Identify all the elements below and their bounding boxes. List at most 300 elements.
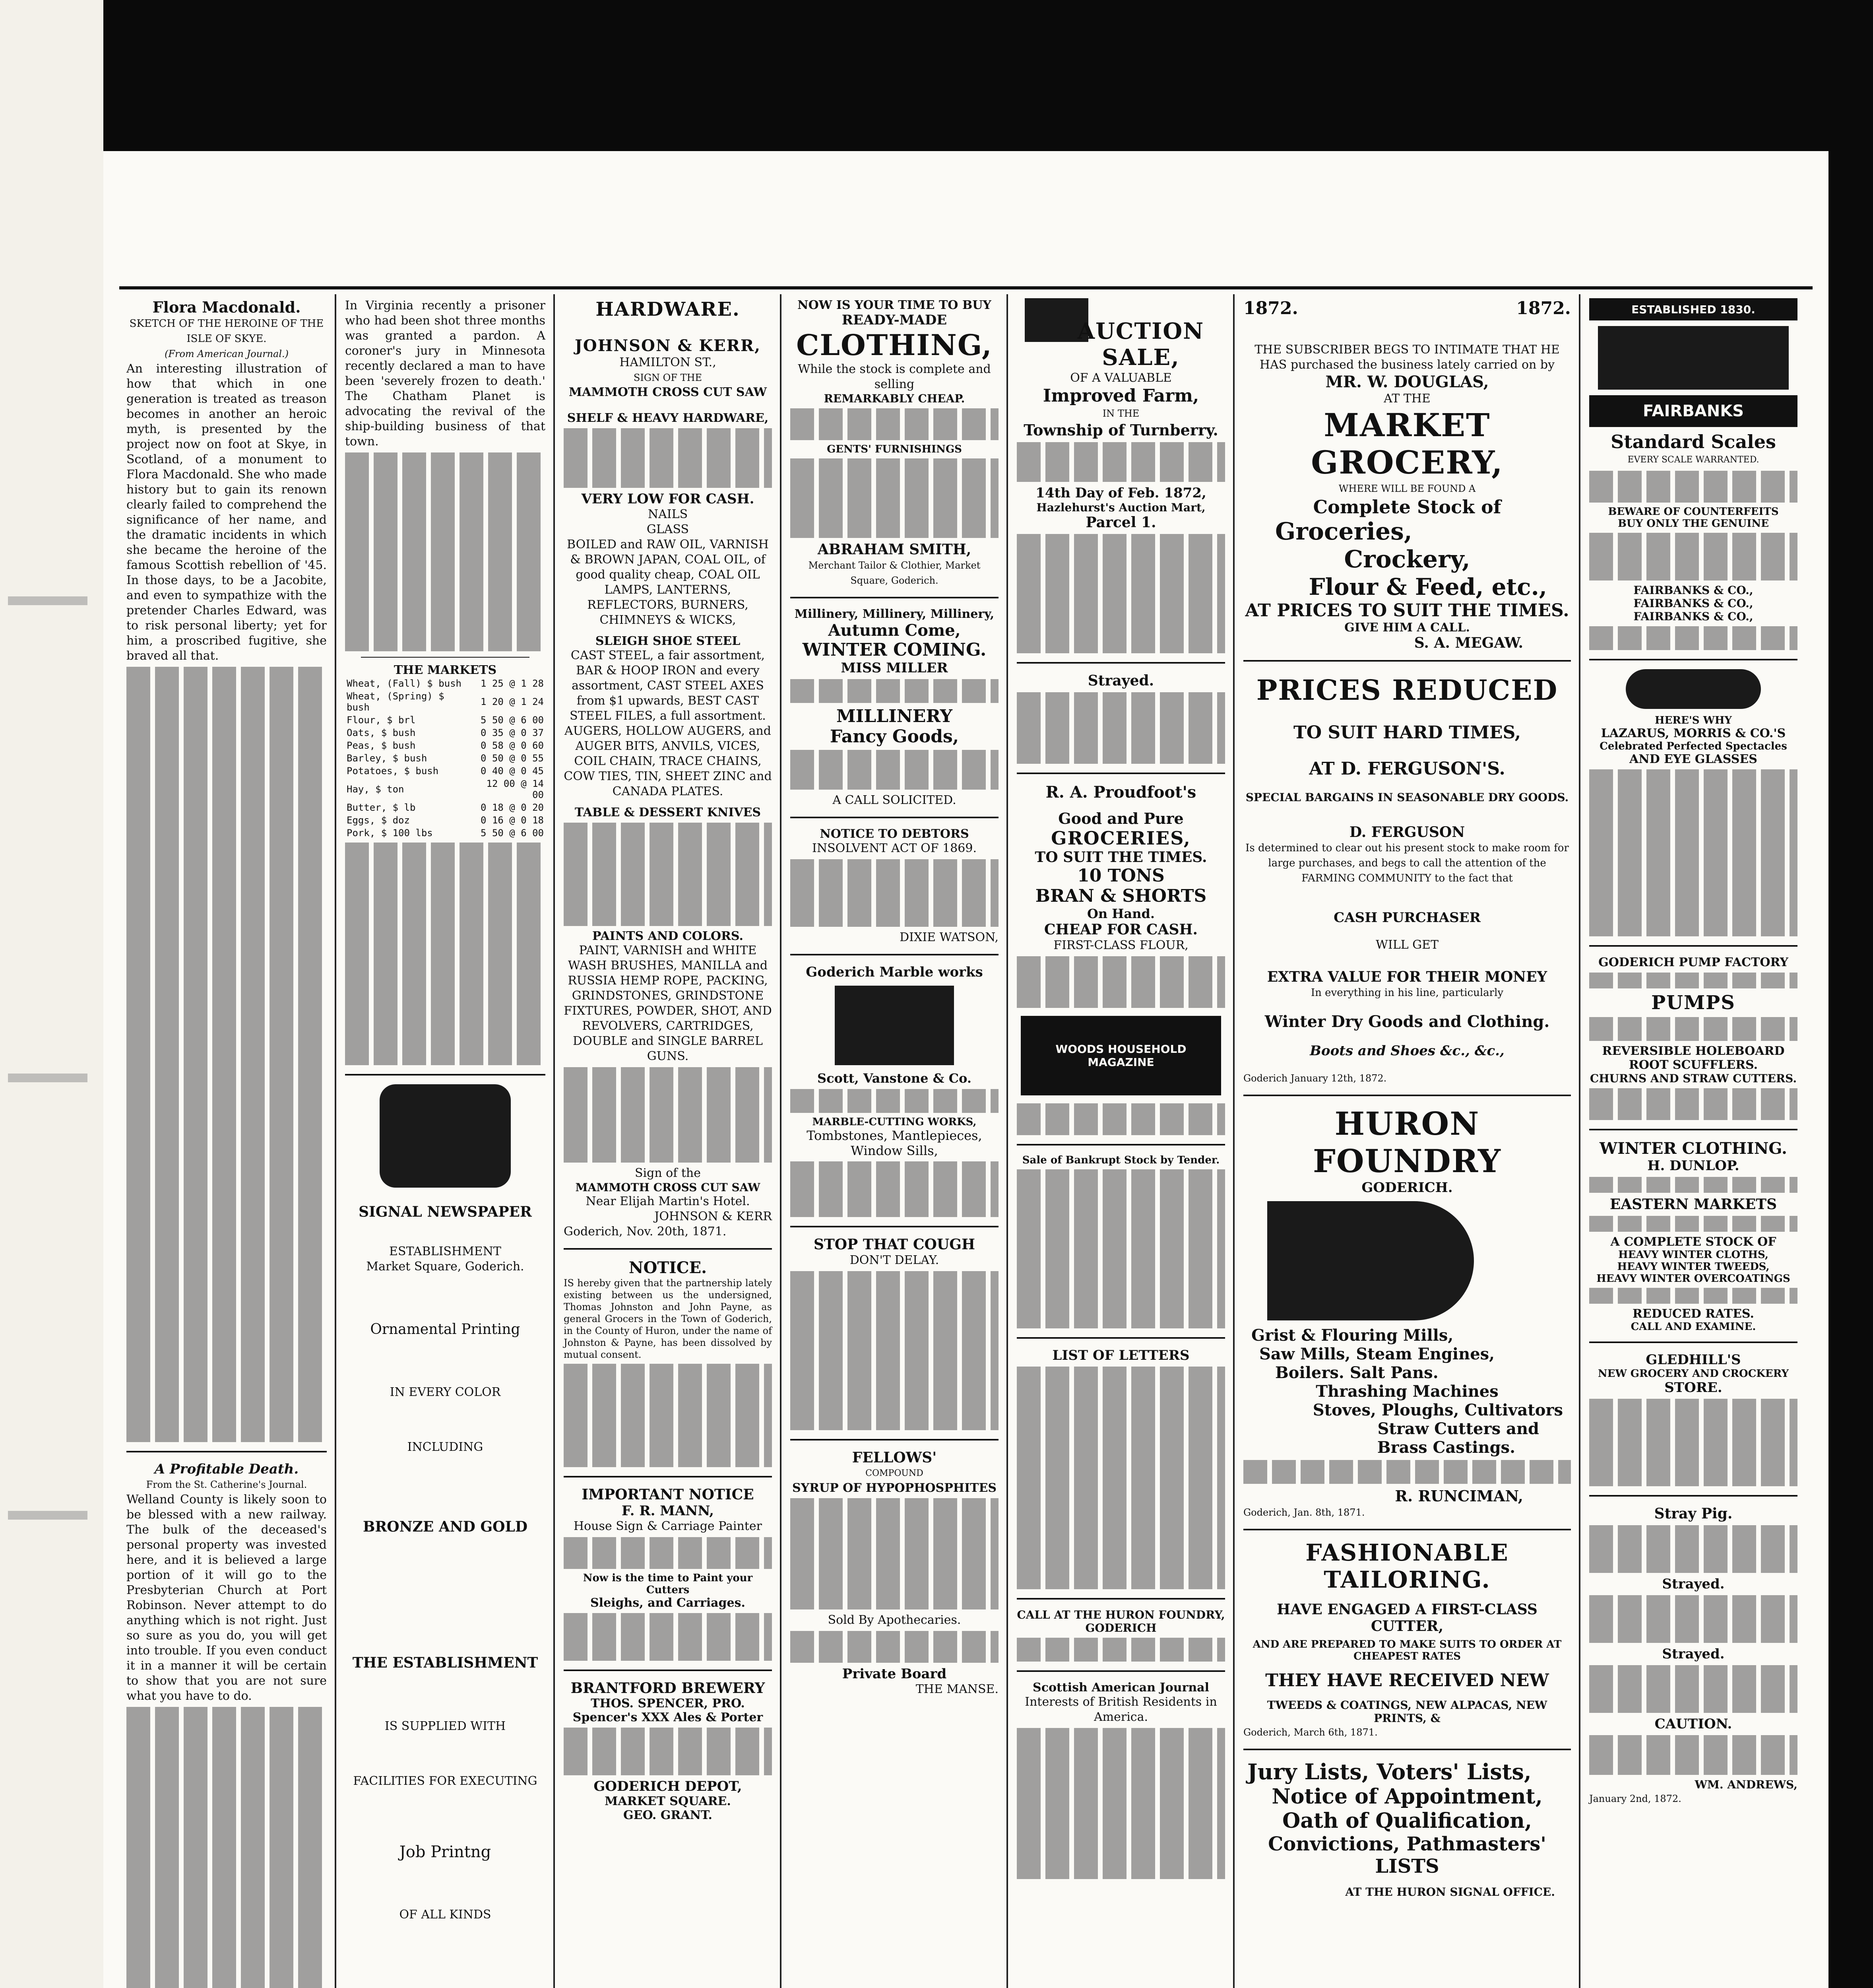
fairbanks-co-1: FAIRBANKS & CO., xyxy=(1633,584,1753,597)
ad-text xyxy=(1589,1216,1797,1232)
standard-scales: Standard Scales xyxy=(1611,431,1776,452)
on-hand: On Hand. xyxy=(1087,906,1155,921)
ad-text xyxy=(1589,1665,1797,1713)
ad-text xyxy=(564,823,772,926)
nails: NAILS xyxy=(648,507,688,521)
supplied-with: IS SUPPLIED WITH xyxy=(384,1719,506,1733)
ad-text xyxy=(1589,1017,1797,1041)
market-value: 0 18 @ 0 20 xyxy=(481,802,544,813)
signal-location: Market Square, Goderich. xyxy=(366,1260,524,1274)
text-fragment xyxy=(8,596,87,605)
signal-establishment: ESTABLISHMENT xyxy=(389,1244,501,1258)
british-residents: Interests of British Residents in America. xyxy=(1025,1695,1217,1724)
of-a-valuable: OF A VALUABLE xyxy=(1070,371,1172,385)
market-row xyxy=(345,814,545,827)
ready-made: READY-MADE xyxy=(841,312,947,328)
near-hotel: Near Elijah Martin's Hotel. xyxy=(586,1194,750,1208)
d-ferguson: D. FERGUSON xyxy=(1349,824,1465,841)
article-title: A Profitable Death. xyxy=(154,1461,299,1477)
market-item: Butter, $ lb xyxy=(347,802,416,813)
beware-counterfeits: BEWARE OF COUNTERFEITS xyxy=(1608,506,1779,518)
market-row xyxy=(345,726,545,739)
stop-that-cough: STOP THAT COUGH xyxy=(813,1236,975,1253)
dixie-watson: DIXIE WATSON, xyxy=(900,930,999,944)
groceries: GROCERIES, xyxy=(1051,827,1191,849)
ad-text xyxy=(1589,626,1797,650)
separator xyxy=(1017,1337,1225,1339)
newspaper-page xyxy=(103,151,1828,1988)
vanstone-co: Scott, Vanstone & Co. xyxy=(817,1071,971,1086)
tweeds-coatings: TWEEDS & COATINGS, NEW ALPACAS, NEW PRINTS, & xyxy=(1267,1699,1547,1725)
notice-text xyxy=(790,859,999,927)
paint-cutters: Now is the time to Paint your Cutters xyxy=(583,1572,753,1596)
scottish-american: Scottish American Journal xyxy=(1033,1681,1209,1695)
ad-text xyxy=(790,458,999,538)
private-board: Private Board xyxy=(842,1666,947,1682)
hardware-heading: HARDWARE. xyxy=(595,298,740,320)
market-item: Wheat, (Spring) $ bush xyxy=(347,691,444,713)
ad-date: Goderich, Nov. 20th, 1871. xyxy=(564,1225,727,1239)
foundry-goderich: GODERICH. xyxy=(1361,1180,1453,1196)
ad-text xyxy=(1589,1088,1797,1120)
market-value: 1 20 @ 1 24 xyxy=(481,696,544,707)
market-value: 0 50 @ 0 55 xyxy=(481,753,544,764)
separator xyxy=(1017,1144,1225,1145)
straw-cutters: Straw Cutters and xyxy=(1377,1419,1539,1438)
buy-genuine: BUY ONLY THE GENUINE xyxy=(1618,518,1769,530)
winter-dry-goods: Winter Dry Goods and Clothing. xyxy=(1264,1012,1550,1031)
column-rule xyxy=(780,294,781,1988)
gledhills: GLEDHILL'S xyxy=(1646,1352,1741,1368)
oath-qualification: Oath of Qualification, xyxy=(1282,1809,1532,1833)
market-item: Hay, $ ton xyxy=(347,784,404,795)
fairbanks-banner: FAIRBANKS xyxy=(1589,395,1797,427)
root-scufflers: ROOT SCUFFLERS. xyxy=(1629,1058,1758,1072)
crockery-line: Crockery, xyxy=(1344,546,1470,573)
in-the: IN THE xyxy=(1102,408,1140,419)
news-continued-text xyxy=(345,452,545,651)
sign-of-the: SIGN OF THE xyxy=(633,372,702,383)
special-bargains: SPECIAL BARGAINS IN SEASONABLE DRY GOODS. xyxy=(1245,791,1569,804)
reduced-rates: REDUCED RATES. xyxy=(1633,1307,1754,1321)
separator xyxy=(564,1248,772,1250)
oil-list: BOILED and RAW OIL, VARNISH & BROWN JAPAN, COAL OIL, of good quality cheap, COAL OIL LAMPS, LANTERNS, REFLECTORS, BURNERS, CHIMNEYS & WICKS, xyxy=(567,538,769,627)
store: STORE. xyxy=(1664,1380,1722,1396)
fairbanks-co-3: FAIRBANKS & CO., xyxy=(1633,610,1753,623)
market-value: 1 25 @ 1 28 xyxy=(481,678,544,689)
printing-press-illustration xyxy=(380,1084,511,1188)
every-color: IN EVERY COLOR xyxy=(390,1385,501,1399)
compound: COMPOUND xyxy=(865,1468,923,1478)
ad-text xyxy=(564,1067,772,1163)
complete-stock-of: A COMPLETE STOCK OF xyxy=(1610,1235,1776,1249)
markets-title: THE MARKETS xyxy=(394,663,497,677)
notice-heading: NOTICE. xyxy=(628,1258,707,1277)
ad-text xyxy=(1017,1728,1225,1879)
proudfoot: R. A. Proudfoot's xyxy=(1045,783,1196,802)
ad-text xyxy=(1589,769,1797,936)
separator xyxy=(1017,773,1225,774)
ad-text xyxy=(564,428,772,488)
list-of-letters: LIST OF LETTERS xyxy=(1052,1347,1190,1363)
insolvent-act: INSOLVENT ACT OF 1869. xyxy=(812,841,977,855)
article-source: (From American Journal.) xyxy=(164,348,289,359)
ad-text xyxy=(564,1728,772,1775)
separator xyxy=(564,1476,772,1477)
very-low: VERY LOW FOR CASH. xyxy=(581,491,754,507)
article-source: From the St. Catherine's Journal. xyxy=(146,1479,307,1490)
notice-body: IS hereby given that the partnership lately existing between us the undersigned, Thomas Johnston and John Payne, as general Grocers in the Town of Goderich, in the County of Huron, under the name of Johnston & Payne, has been dissolved by mutual consent. xyxy=(564,1277,772,1360)
eye-glasses: AND EYE GLASSES xyxy=(1629,752,1757,766)
steel-list: CAST STEEL, a fair assortment, BAR & HOOP IRON and every assortment, CAST STEEL AXES from $1 upwards, BEST CAST STEEL FILES, a full assortment. AUGERS, HOLLOW AUGERS, and AUGER BITS, ANVILS, VICES, COIL CHAIN, TRACE CHAINS, COW TIES, TIN, SHEET ZINC and CANADA PLATES. xyxy=(564,648,772,798)
separator xyxy=(1017,662,1225,664)
give-call: GIVE HIM A CALL. xyxy=(1344,621,1470,635)
spectacles-illustration xyxy=(1626,669,1761,709)
at-the: AT THE xyxy=(1384,392,1431,406)
ad-text xyxy=(790,679,999,703)
year-left: 1872. xyxy=(1243,298,1298,318)
separator xyxy=(1589,1342,1797,1343)
column-rule xyxy=(1233,294,1235,1988)
text-fragment xyxy=(8,1074,87,1082)
woods-magazine-cut: WOODS HOUSEHOLD MAGAZINE xyxy=(1021,1016,1221,1095)
column-6 xyxy=(1236,294,1578,1988)
millinery: MILLINERY xyxy=(836,706,953,726)
market-value: 0 40 @ 0 45 xyxy=(481,765,544,777)
market-grocery: MARKET GROCERY, xyxy=(1311,406,1503,481)
fellows: FELLOWS' xyxy=(852,1449,937,1466)
heavy-tweeds: HEAVY WINTER TWEEDS, xyxy=(1617,1261,1770,1273)
column-4 xyxy=(783,294,1006,1988)
column-7 xyxy=(1582,294,1805,1988)
market-item: Potatoes, $ bush xyxy=(347,765,439,777)
fancy-goods: Fancy Goods, xyxy=(830,726,959,747)
received-new: THEY HAVE RECEIVED NEW xyxy=(1265,1670,1549,1691)
market-item: Barley, $ bush xyxy=(347,753,427,764)
column-rule xyxy=(1579,294,1580,1988)
wm-andrews: WM. ANDREWS, xyxy=(1695,1778,1797,1791)
marble-cutting: MARBLE-CUTTING WORKS, xyxy=(812,1116,977,1128)
ornamental-printing: Ornamental Printing xyxy=(370,1321,520,1338)
fashionable-tailoring: FASHIONABLE TAILORING. xyxy=(1305,1539,1509,1593)
smith-desc: Merchant Tailor & Clothier, Market Square, Goderich. xyxy=(808,560,981,586)
call-at-foundry: CALL AT THE HURON FOUNDRY, GODERICH xyxy=(1017,1608,1225,1635)
mammoth-saw: MAMMOTH CROSS CUT SAW xyxy=(568,385,767,399)
boilers: Boilers. Salt Pans. xyxy=(1275,1363,1439,1382)
heavy-cloths: HEAVY WINTER CLOTHS, xyxy=(1618,1249,1768,1261)
market-row xyxy=(345,739,545,752)
ad-text xyxy=(564,1613,772,1661)
market-square: MARKET SQUARE. xyxy=(605,1794,731,1808)
every-scale: EVERY SCALE WARRANTED. xyxy=(1627,455,1759,465)
saw-mills: Saw Mills, Steam Engines, xyxy=(1259,1345,1495,1363)
mammoth-saw-2: MAMMOTH CROSS CUT SAW xyxy=(575,1181,760,1194)
separator xyxy=(126,1451,327,1452)
signal-title: SIGNAL NEWSPAPER xyxy=(359,1204,532,1220)
markets-continued xyxy=(345,843,545,1065)
will-get: WILL GET xyxy=(1376,938,1439,952)
geo-grant: GEO. GRANT. xyxy=(623,1808,712,1822)
sign-of-the-2: Sign of the xyxy=(634,1166,701,1180)
market-value: 0 16 @ 0 18 xyxy=(481,815,544,826)
market-value: 12 00 @ 14 00 xyxy=(486,778,544,800)
market-row xyxy=(345,765,545,777)
column-rule xyxy=(1006,294,1008,1988)
cheap-for-cash: CHEAP FOR CASH. xyxy=(1044,921,1198,938)
eastern-markets: EASTERN MARKETS xyxy=(1609,1196,1777,1213)
steam-engine-illustration xyxy=(1267,1201,1474,1320)
separator xyxy=(790,1226,999,1227)
market-row xyxy=(345,677,545,690)
column-1 xyxy=(119,294,334,1988)
markets-table xyxy=(345,677,545,839)
ad-text xyxy=(790,1498,999,1609)
complete-stock: Complete Stock of xyxy=(1313,496,1501,518)
ad-text xyxy=(790,750,999,790)
notice-to-debtors: NOTICE TO DEBTORS xyxy=(820,827,969,841)
firm-name: JOHNSON & KERR, xyxy=(574,336,761,355)
ten-tons: 10 TONS xyxy=(1077,866,1165,886)
letters-list xyxy=(1017,1367,1225,1589)
mann-name: F. R. MANN, xyxy=(621,1503,714,1519)
important-notice: IMPORTANT NOTICE xyxy=(582,1486,754,1503)
ad-text xyxy=(1589,533,1797,580)
ferguson-date: Goderich January 12th, 1872. xyxy=(1243,1073,1387,1084)
market-item: Eggs, $ doz xyxy=(347,815,410,826)
bronze-and-gold: BRONZE AND GOLD xyxy=(363,1518,528,1535)
separator xyxy=(790,1439,999,1441)
heres-why: HERE'S WHY xyxy=(1655,714,1732,726)
column-5 xyxy=(1010,294,1232,1988)
market-item: Pork, $ 100 lbs xyxy=(347,827,433,839)
lazarus-morris: LAZARUS, MORRIS & CO.'S xyxy=(1601,726,1786,740)
the-manse: THE MANSE. xyxy=(915,1682,999,1696)
article-body: Welland County is likely soon to be blessed with a new railway. The bulk of the deceased's personal property was invested here, and it is believed a large portion of it will go to the Presbyterian Church at Port Robinson. Never attempt to do anything which is not right. Just so sure as you do, you will get into trouble. If you even conduct it in a manner it will be certain to show that you are not sure what you have to do. xyxy=(126,1493,327,1703)
churns: CHURNS AND STRAW CUTTERS. xyxy=(1590,1072,1797,1085)
convictions: Convictions, Pathmasters' LISTS xyxy=(1268,1833,1546,1877)
tailoring-date: Goderich, March 6th, 1871. xyxy=(1243,1727,1378,1738)
improved-farm: Improved Farm, xyxy=(1043,386,1199,406)
article-body: An interesting illustration of how that which in one generation is treated as treason becomes in another an heroic myth, is presented by the project now on foot at Skye, in Scotland, of a monument to Flora Macdonald. She who made history but to gain its renown clearly failed to comprehend the significance of her name, and the dramatic incidents in which she became the heroine of the famous Scottish rebellion of '45. In those days, to be a Jacobite, and even to sympathize with the pretender Charles Edward, was to risk personal liberty; yet for him, a proscribed fugitive, she braved all that. xyxy=(126,362,327,663)
first-class-cutter: HAVE ENGAGED A FIRST-CLASS CUTTER, xyxy=(1277,1601,1538,1635)
column-3 xyxy=(556,294,779,1988)
ad-text xyxy=(790,1631,999,1663)
parcel-1: Parcel 1. xyxy=(1086,514,1156,531)
ad-text xyxy=(1589,1735,1797,1775)
runciman-date: Goderich, Jan. 8th, 1871. xyxy=(1243,1507,1365,1518)
at-ferguson: AT D. FERGUSON'S. xyxy=(1309,759,1505,779)
separator xyxy=(1243,1095,1571,1096)
notice-appointment: Notice of Appointment, xyxy=(1272,1784,1543,1809)
market-row xyxy=(345,714,545,726)
facilities: FACILITIES FOR EXECUTING xyxy=(353,1774,537,1788)
dont-delay: DON'T DELAY. xyxy=(849,1253,939,1267)
column-rule xyxy=(335,294,336,1988)
strayed-1: Strayed. xyxy=(1662,1576,1725,1592)
brass-castings: Brass Castings. xyxy=(1377,1438,1515,1457)
autumn-come: Autumn Come, xyxy=(828,621,961,640)
separator xyxy=(1243,1749,1571,1750)
market-row xyxy=(345,752,545,765)
good-and-pure: Good and Pure xyxy=(1058,810,1184,827)
established-banner: ESTABLISHED 1830. xyxy=(1589,298,1797,320)
ad-text xyxy=(790,1089,999,1113)
megaw: S. A. MEGAW. xyxy=(1414,635,1523,651)
separator xyxy=(1589,1495,1797,1497)
cash-purchaser: CASH PURCHASER xyxy=(1334,910,1481,926)
auction-mart: Hazlehurst's Auction Mart, xyxy=(1036,501,1206,514)
runciman: R. RUNCIMAN, xyxy=(1395,1487,1523,1505)
make-suits: AND ARE PREPARED TO MAKE SUITS TO ORDER AT CHEAPEST RATES xyxy=(1253,1639,1562,1662)
all-kinds: OF ALL KINDS xyxy=(399,1908,491,1922)
market-row xyxy=(345,777,545,801)
ad-text xyxy=(1017,1103,1225,1135)
flour-feed: Flour & Feed, etc., xyxy=(1309,573,1547,600)
separator xyxy=(790,597,999,598)
thrashing: Thrashing Machines xyxy=(1316,1382,1499,1401)
painter-title: House Sign & Carriage Painter xyxy=(574,1519,762,1533)
millinery-banner: Millinery, Millinery, Millinery, xyxy=(794,607,995,621)
abraham-smith: ABRAHAM SMITH, xyxy=(817,541,971,558)
where-found: WHERE WILL BE FOUND A xyxy=(1338,483,1476,494)
ad-text xyxy=(1017,956,1225,1008)
ad-text xyxy=(1017,1169,1225,1328)
extra-value: EXTRA VALUE FOR THEIR MONEY xyxy=(1267,969,1547,985)
market-item: Oats, $ bush xyxy=(347,727,416,738)
brewery-proprietor: THOS. SPENCER, PRO. xyxy=(591,1697,745,1710)
ad-text xyxy=(1589,1595,1797,1643)
reversible-holeboard: REVERSIBLE HOLEBOARD xyxy=(1602,1044,1785,1058)
signal-office: AT THE HURON SIGNAL OFFICE. xyxy=(1345,1885,1555,1899)
goderich-depot: GODERICH DEPOT, xyxy=(593,1778,742,1794)
table-knives: TABLE & DESSERT KNIVES xyxy=(574,806,761,819)
ad-text xyxy=(790,408,999,440)
tombstones: Tombstones, Mantlepieces, Window Sills, xyxy=(807,1128,982,1158)
perfected-spectacles: Celebrated Perfected Spectacles xyxy=(1600,740,1787,752)
first-class-flour: FIRST-CLASS FLOUR, xyxy=(1053,938,1189,952)
ad-text xyxy=(1017,442,1225,482)
ad-text xyxy=(1017,534,1225,653)
ad-text xyxy=(1589,471,1797,503)
grist-mills: Grist & Flouring Mills, xyxy=(1251,1326,1454,1345)
auction-sale: AUCTION SALE, xyxy=(1077,318,1204,371)
market-item: Peas, $ bush xyxy=(347,740,416,751)
adjacent-page-strip xyxy=(0,0,103,1988)
separator xyxy=(564,1670,772,1671)
sleigh-steel: SLEIGH SHOE STEEL xyxy=(595,634,741,648)
bankrupt-stock: Sale of Bankrupt Stock by Tender. xyxy=(1022,1154,1220,1166)
shelf-hardware: SHELF & HEAVY HARDWARE, xyxy=(567,411,769,425)
separator xyxy=(790,954,999,955)
ad-text xyxy=(1589,1288,1797,1304)
determined: Is determined to clear out his present stock to make room for large purchases, and begs to call the attention of the FARMING COMMUNITY to the fact that xyxy=(1245,842,1569,884)
marble-works: Goderich Marble works xyxy=(806,964,983,980)
including: INCLUDING xyxy=(407,1440,483,1454)
glass: GLASS xyxy=(646,522,689,536)
groceries-line: Groceries, xyxy=(1275,518,1412,546)
clothing-heading: CLOTHING, xyxy=(796,328,993,362)
syrup-hypophosphites: SYRUP OF HYPOPHOSPHITES xyxy=(792,1481,997,1495)
separator xyxy=(1243,660,1571,662)
ad-text xyxy=(1243,1460,1571,1484)
prices-suit: AT PRICES TO SUIT THE TIMES. xyxy=(1245,600,1569,621)
ad-text xyxy=(1589,1177,1797,1193)
miss-miller: MISS MILLER xyxy=(841,660,948,676)
while-stock: While the stock is complete and selling xyxy=(798,362,991,391)
market-value: 0 58 @ 0 60 xyxy=(481,740,544,751)
ad-text xyxy=(1589,973,1797,988)
market-row xyxy=(345,801,545,814)
article-subtitle: SKETCH OF THE HEROINE OF THE ISLE OF SKYE. xyxy=(129,318,324,345)
separator xyxy=(361,657,529,658)
ad-text xyxy=(790,1161,999,1217)
article-title: Flora Macdonald. xyxy=(152,298,301,316)
township-turnberry: Township of Turnberry. xyxy=(1024,421,1218,439)
strayed-2: Strayed. xyxy=(1662,1646,1725,1662)
hard-times: TO SUIT HARD TIMES, xyxy=(1293,722,1521,743)
jury-lists: Jury Lists, Voters' Lists, xyxy=(1247,1759,1532,1784)
fairbanks-co-2: FAIRBANKS & CO., xyxy=(1633,597,1753,610)
year-right: 1872. xyxy=(1516,298,1571,318)
steamboat-illustration xyxy=(1598,326,1789,390)
market-item: Wheat, (Fall) $ bush xyxy=(347,678,461,689)
pumps: PUMPS xyxy=(1651,992,1735,1014)
boots-shoes: Boots and Shoes &c., &c., xyxy=(1310,1043,1505,1059)
column-2 xyxy=(338,294,553,1988)
pump-factory: GODERICH PUMP FACTORY xyxy=(1598,955,1788,969)
sold-by-apothecaries: Sold By Apothecaries. xyxy=(828,1613,961,1627)
article-continued-text xyxy=(126,667,327,1442)
article-continued-text xyxy=(126,1707,327,1988)
separator xyxy=(1589,945,1797,947)
ad-text xyxy=(1589,1525,1797,1573)
the-establishment: THE ESTABLISHMENT xyxy=(352,1654,538,1671)
in-his-line: In everything in his line, particularly xyxy=(1311,987,1504,999)
winter-clothing: WINTER CLOTHING. xyxy=(1600,1139,1787,1158)
call-examine: CALL AND EXAMINE. xyxy=(1631,1321,1756,1333)
strayed-heading: Strayed. xyxy=(1088,672,1154,689)
separator xyxy=(1589,659,1797,660)
street: HAMILTON ST., xyxy=(619,355,716,369)
market-value: 0 35 @ 0 37 xyxy=(481,727,544,738)
sleighs-carriages: Sleighs, and Carriages. xyxy=(590,1596,745,1610)
column-rule xyxy=(553,294,555,1988)
remarkably-cheap: REMARKABLY CHEAP. xyxy=(824,392,965,405)
ad-text xyxy=(790,1271,999,1430)
separator xyxy=(1243,1529,1571,1530)
intimate: THE SUBSCRIBER BEGS TO INTIMATE THAT HE HAS purchased the business lately carried on by xyxy=(1254,343,1560,372)
h-dunlop: H. DUNLOP. xyxy=(1647,1158,1739,1174)
ad-text xyxy=(1017,692,1225,764)
separator xyxy=(345,1074,545,1076)
text-fragment xyxy=(8,1511,87,1520)
stoves-ploughs: Stoves, Ploughs, Cultivators xyxy=(1313,1401,1563,1419)
call-solicited: A CALL SOLICITED. xyxy=(832,793,956,807)
marble-works-illustration xyxy=(835,986,954,1065)
separator xyxy=(1589,1129,1797,1130)
huron-foundry: HURON FOUNDRY xyxy=(1313,1105,1501,1180)
job-printing: Job Printng xyxy=(399,1843,491,1861)
market-value: 5 50 @ 6 00 xyxy=(481,827,544,839)
bran-shorts: BRAN & SHORTS xyxy=(1035,886,1207,906)
market-row xyxy=(345,690,545,714)
caution: CAUTION. xyxy=(1654,1716,1732,1732)
separator xyxy=(1017,1670,1225,1672)
news-items: In Virginia recently a prisoner who had been shot three months was granted a pardon. A coroner's jury in Minnesota recently declared a man to have been 'severely frozen to death.' The Chatham Planet is advocating the revival of the ship-building business of that town. xyxy=(345,299,545,448)
stray-pig: Stray Pig. xyxy=(1654,1505,1733,1522)
market-value: 5 50 @ 6 00 xyxy=(481,714,544,726)
gents-furnishings: GENTS' FURNISHINGS xyxy=(827,443,962,455)
